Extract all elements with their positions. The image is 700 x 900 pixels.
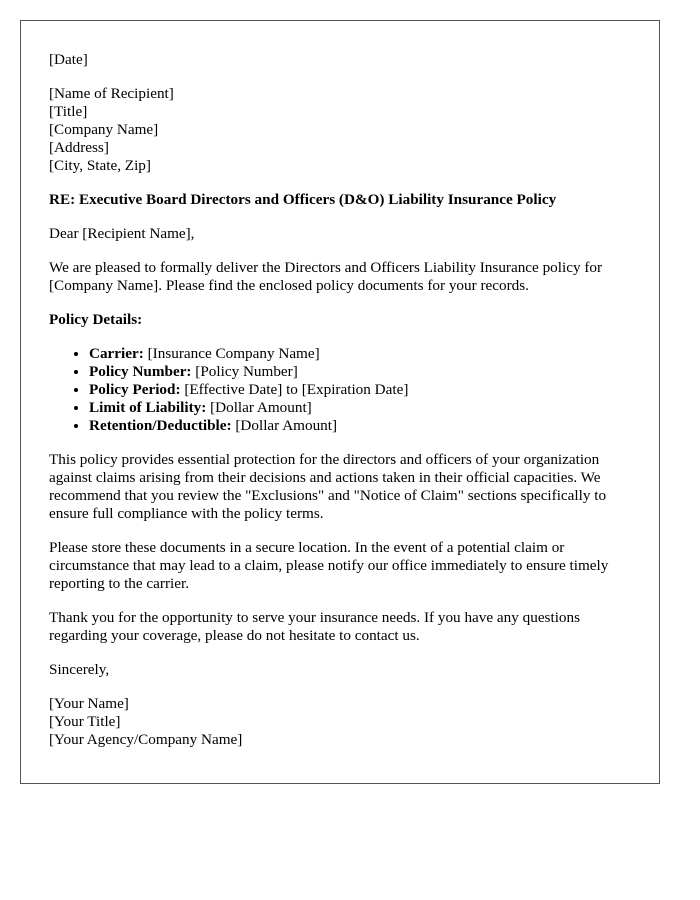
date-line (49, 51, 631, 69)
policy-detail-retention (89, 417, 631, 435)
policy-detail-term: Policy Number: (89, 363, 192, 380)
policy-detail-term: Carrier: (89, 345, 144, 362)
policy-detail-value: [Policy Number] (191, 363, 298, 380)
signature-title: [Your Title] (49, 713, 121, 730)
policy-detail-value: [Effective Date] to [Expiration Date] (180, 381, 409, 398)
letter-page (20, 20, 660, 784)
policy-detail-term: Retention/Deductible: (89, 417, 232, 434)
policy-detail-policy-number (89, 363, 631, 381)
storage-paragraph: Please store these documents in a secure location. In the event of a potential claim or circumstance that may lead to a claim, please notify our office immediately to ensure timely reporting to the carrier. (49, 539, 609, 592)
salutation: Dear [Recipient Name], (49, 225, 195, 242)
signature-agency: [Your Agency/Company Name] (49, 731, 243, 748)
recipient-city-state-zip: [City, State, Zip] (49, 157, 151, 174)
policy-detail-value: [Dollar Amount] (206, 399, 312, 416)
policy-detail-term: Policy Period: (89, 381, 181, 398)
signature-name: [Your Name] (49, 695, 129, 712)
policy-details-list (49, 345, 631, 435)
policy-detail-value: [Dollar Amount] (231, 417, 338, 434)
intro-paragraph: We are pleased to formally deliver the Directors and Officers Liability Insurance policy for [Company Name]. Please find the enclosed policy documents for your records. (49, 259, 603, 294)
recipient-address-block (49, 85, 631, 175)
policy-details-heading: Policy Details: (49, 311, 143, 328)
policy-detail-limit-of-liability (89, 399, 631, 417)
recipient-name: [Name of Recipient] (49, 85, 174, 102)
subject-line: RE: Executive Board Directors and Officers (D&O) Liability Insurance Policy (49, 191, 557, 208)
closing: Sincerely, (49, 661, 110, 678)
recipient-company: [Company Name] (49, 121, 159, 138)
thank-you-paragraph: Thank you for the opportunity to serve your insurance needs. If you have any questions regarding your coverage, please do not hesitate to contact us. (49, 609, 581, 644)
date-text: [Date] (49, 51, 88, 68)
policy-detail-term: Limit of Liability: (89, 399, 207, 416)
signature-block (49, 695, 631, 749)
protection-paragraph: This policy provides essential protection for the directors and officers of your organization against claims arising from their decisions and actions taken in their official capacities. We recommend that you review the "Exclusions" and "Notice of Claim" sections specifically to ensure full compliance with the policy terms. (49, 451, 607, 522)
recipient-title: [Title] (49, 103, 88, 120)
recipient-address: [Address] (49, 139, 109, 156)
policy-detail-value: [Insurance Company Name] (143, 345, 320, 362)
policy-detail-policy-period (89, 381, 631, 399)
policy-detail-carrier (89, 345, 631, 363)
